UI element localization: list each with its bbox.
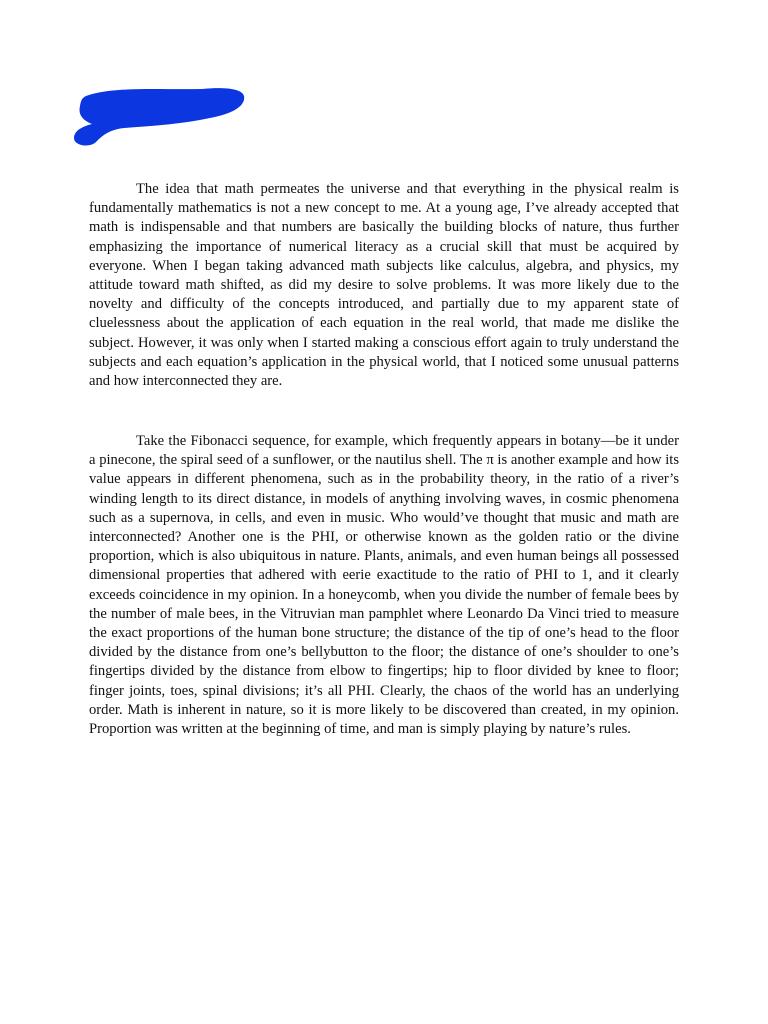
body-paragraph: The idea that math permeates the universe and that everything in the physical realm is fundamentally mathematics is not a new concept to me. At a young age, I’ve already accepted that math is indispensable and that numbers are basically the building blocks of nature, thus further emphasizing the importance of numerical literacy as a crucial skill that must be acquired by everyone. When I began taking advanced math subjects like calculus, algebra, and physics, my attitude toward math shifted, as did my desire to solve problems. It was more likely due to the novelty and difficulty of the concepts introduced, and partially due to my apparent state of cluelessness about the application of each equation in the real world, that made me dislike the subject. However, it was only when I started making a conscious effort again to truly understand the subjects and each equation’s application in the physical world, that I noticed some unusual patterns and how interconnected they are. [89, 181, 679, 390]
body-paragraph: Take the Fibonacci sequence, for example, which frequently appears in botany—be it under a pinecone, the spiral seed of a sunflower, or the nautilus shell. The π is another example and how its value appears in different phenomena, such as in the probability theory, in the ratio of a river’s winding length to its direct distance, in models of anything involving waves, in cosmic phenomena such as a supernova, in cells, and even in music. Who would’ve thought that music and math are interconnected? Another one is the PHI, or otherwise known as the golden ratio or the divine proportion, which is also ubiquitous in nature. Plants, animals, and even human beings all possessed dimensional properties that adhered with eerie exactitude to the ratio of PHI to 1, and it clearly exceeds coincidence in my opinion. In a honeycomb, when you divide the number of female bees by the number of male bees, in the Vitruvian man pamphlet where Leonardo Da Vinci tried to measure the exact proportions of the human bone structure; the distance of the tip of one’s head to the floor divided by the distance from one’s bellybutton to the floor; the distance of one’s shoulder to one’s fingertips divided by the distance from elbow to fingertips; hip to floor divided by knee to floor; finger joints, toes, spinal divisions; it’s all PHI. Clearly, the chaos of the world has an underlying order. Math is inherent in nature, so it is more likely to be discovered than created, in my opinion. Proportion was written at the beginning of time, and man is simply playing by nature’s rules. [89, 433, 679, 738]
redaction-mark [72, 84, 246, 148]
